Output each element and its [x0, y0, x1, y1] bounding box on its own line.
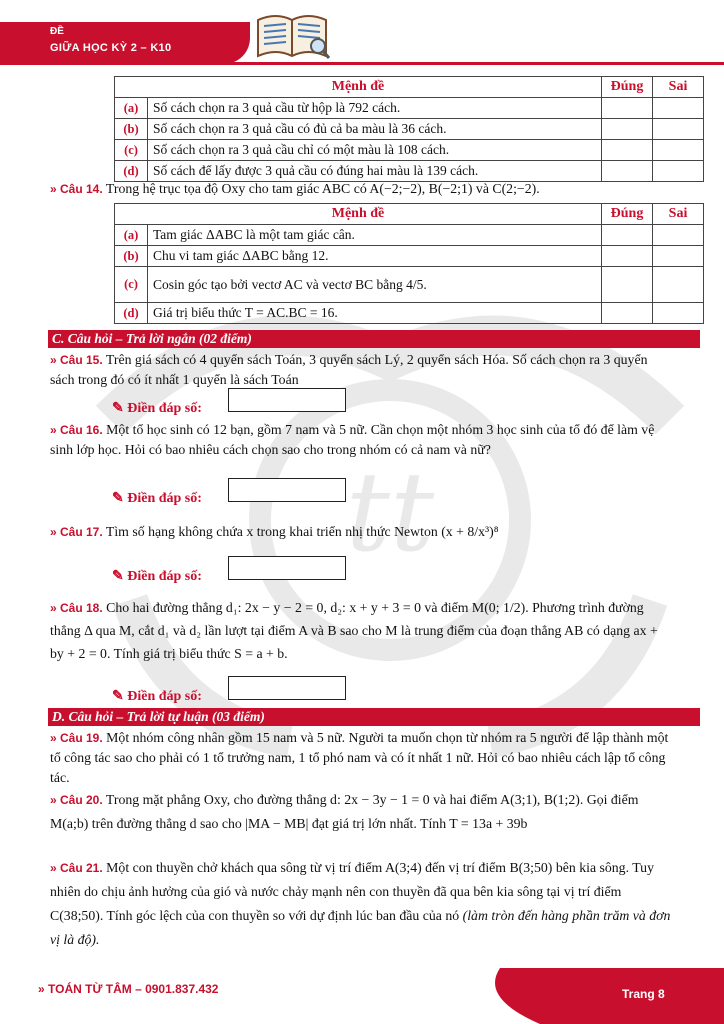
book-icon	[252, 6, 332, 64]
header-title: GIỮA HỌC KỲ 2 – K10	[50, 42, 172, 54]
question-20	[50, 788, 672, 836]
footer-band	[0, 968, 724, 1024]
question-number: » Câu 16.	[50, 423, 103, 437]
true-cell[interactable]	[602, 140, 653, 161]
table-row: (d) Giá trị biểu thức T = AC.BC = 16.	[115, 303, 704, 324]
svg-text:tt: tt	[345, 448, 435, 576]
true-cell[interactable]	[602, 98, 653, 119]
answer-label: ✎ Điền đáp số:	[112, 689, 202, 704]
answer-box-16[interactable]	[228, 478, 346, 502]
true-cell[interactable]	[602, 303, 653, 324]
question-15	[50, 350, 672, 390]
page-number: Trang 8	[622, 987, 665, 1001]
question-number: » Câu 17.	[50, 525, 103, 539]
question-text: Tìm số hạng không chứa x trong khai triển nhị thức Newton (x + 8/x³)⁸	[105, 524, 499, 539]
table-row: (d) Số cách để lấy được 3 quả cầu có đúng hai màu là 139 cách.	[115, 161, 704, 182]
col-false: Sai	[653, 204, 704, 225]
statement-table-2	[114, 203, 704, 324]
question-text: Một tổ học sinh có 12 bạn, gồm 7 nam và 5 nữ. Cần chọn một nhóm 3 học sinh của tổ đó để làm vệ sinh lớp học. Hỏi có bao nhiêu cách chọn sao cho trong nhóm có cả nam và nữ?	[50, 422, 655, 457]
question-text: Trong hệ trục tọa độ Oxy cho tam giác ABC có A(−2;−2), B(−2;1) và C(2;−2).	[105, 181, 540, 196]
table-row: (b) Chu vi tam giác ΔABC bằng 12.	[115, 246, 704, 267]
question-number: » Câu 20.	[50, 793, 103, 807]
col-statement: Mệnh đề	[115, 77, 602, 98]
table-row: (a) Tam giác ΔABC là một tam giác cân.	[115, 225, 704, 246]
question-text: Một con thuyền chở khách qua sông từ vị trí điểm A(3;4) đến vị trí điểm B(3;50) bên kia sông. Tuy nhiên do chịu ảnh hưởng của gió và nước chảy mạnh nên con thuyền đã qua bên kia sông tại vị trí điểm C(38;50). Tính góc lệch của con thuyền so với dự định lúc ban đầu của nó	[50, 860, 654, 923]
header-de: ĐỀ	[50, 26, 64, 37]
question-text: Một nhóm công nhân gồm 15 nam và 5 nữ. Người ta muốn chọn từ nhóm ra 5 người để lập thành một tổ công tác sao cho phải có 1 tổ trưởng nam, 1 tổ phó nam và có ít nhất 1 nữ. Hỏi có bao nhiêu cách lập tổ công tác.	[50, 730, 669, 785]
false-cell[interactable]	[653, 140, 704, 161]
false-cell[interactable]	[653, 225, 704, 246]
false-cell[interactable]	[653, 267, 704, 303]
question-19	[50, 728, 672, 788]
false-cell[interactable]	[653, 119, 704, 140]
question-number: » Câu 19.	[50, 731, 103, 745]
question-text: Trên giá sách có 4 quyển sách Toán, 3 quyển sách Lý, 2 quyển sách Hóa. Số cách chọn ra 3 quyển sách trong đó có ít nhất 1 quyển là sách Toán	[50, 352, 648, 387]
false-cell[interactable]	[653, 98, 704, 119]
question-number: » Câu 21.	[50, 861, 103, 875]
statement-table-1	[114, 76, 704, 182]
false-cell[interactable]	[653, 246, 704, 267]
table-row: (b) Số cách chọn ra 3 quả cầu có đủ cả ba màu là 36 cách.	[115, 119, 704, 140]
answer-box-15[interactable]	[228, 388, 346, 412]
question-14	[50, 179, 710, 199]
col-true: Đúng	[602, 77, 653, 98]
question-number: » Câu 15.	[50, 353, 103, 367]
true-cell[interactable]	[602, 225, 653, 246]
answer-box-17[interactable]	[228, 556, 346, 580]
question-text: Trong mặt phẳng Oxy, cho đường thẳng d: 2x − 3y − 1 = 0 và hai điểm A(3;1), B(1;2). Gọi điểm M(a;b) trên đường thẳng d sao cho |MA − MB| đạt giá trị lớn nhất. Tính T = 13a + 39b	[50, 792, 639, 831]
table-row: (a) Số cách chọn ra 3 quả cầu từ hộp là 792 cách.	[115, 98, 704, 119]
question-17	[50, 522, 672, 542]
question-18	[50, 596, 672, 665]
question-number: » Câu 14.	[50, 182, 103, 196]
page-header	[0, 0, 724, 64]
header-rule	[0, 62, 724, 65]
question-16	[50, 420, 672, 460]
answer-label: ✎ Điền đáp số:	[112, 569, 202, 584]
footer-brand: » TOÁN TỪ TÂM – 0901.837.432	[38, 982, 219, 996]
section-d-heading: D. Câu hỏi – Trả lời tự luận (03 điểm)	[48, 708, 700, 726]
answer-box-18[interactable]	[228, 676, 346, 700]
question-21	[50, 856, 672, 952]
question-note: (làm tròn đến hàng phần trăm và đơn vị là độ).	[50, 908, 671, 947]
table-row: (c) Số cách chọn ra 3 quả cầu chỉ có một màu là 108 cách.	[115, 140, 704, 161]
col-false: Sai	[653, 77, 704, 98]
true-cell[interactable]	[602, 119, 653, 140]
col-statement: Mệnh đề	[115, 204, 602, 225]
false-cell[interactable]	[653, 303, 704, 324]
table-row: (c) Cosin góc tạo bởi vectơ AC và vectơ BC bằng 4/5.	[115, 267, 704, 303]
question-text: Cho hai đường thẳng d₁: 2x − y − 2 = 0, d₂: x + y + 3 = 0 và điểm M(0; 1/2). Phương trình đường thẳng Δ qua M, cắt d₁ và d₂ lần lượt tại điểm A và B sao cho M là trung điểm của đoạn thẳng AB có dạng ax + by + 2 = 0. Tính giá trị biểu thức S = a + b.	[50, 600, 658, 661]
true-cell[interactable]	[602, 267, 653, 303]
question-number: » Câu 18.	[50, 601, 103, 615]
section-c-heading: C. Câu hỏi – Trả lời ngắn (02 điểm)	[48, 330, 700, 348]
answer-label: ✎ Điền đáp số:	[112, 401, 202, 416]
answer-label: ✎ Điền đáp số:	[112, 491, 202, 506]
true-cell[interactable]	[602, 246, 653, 267]
col-true: Đúng	[602, 204, 653, 225]
